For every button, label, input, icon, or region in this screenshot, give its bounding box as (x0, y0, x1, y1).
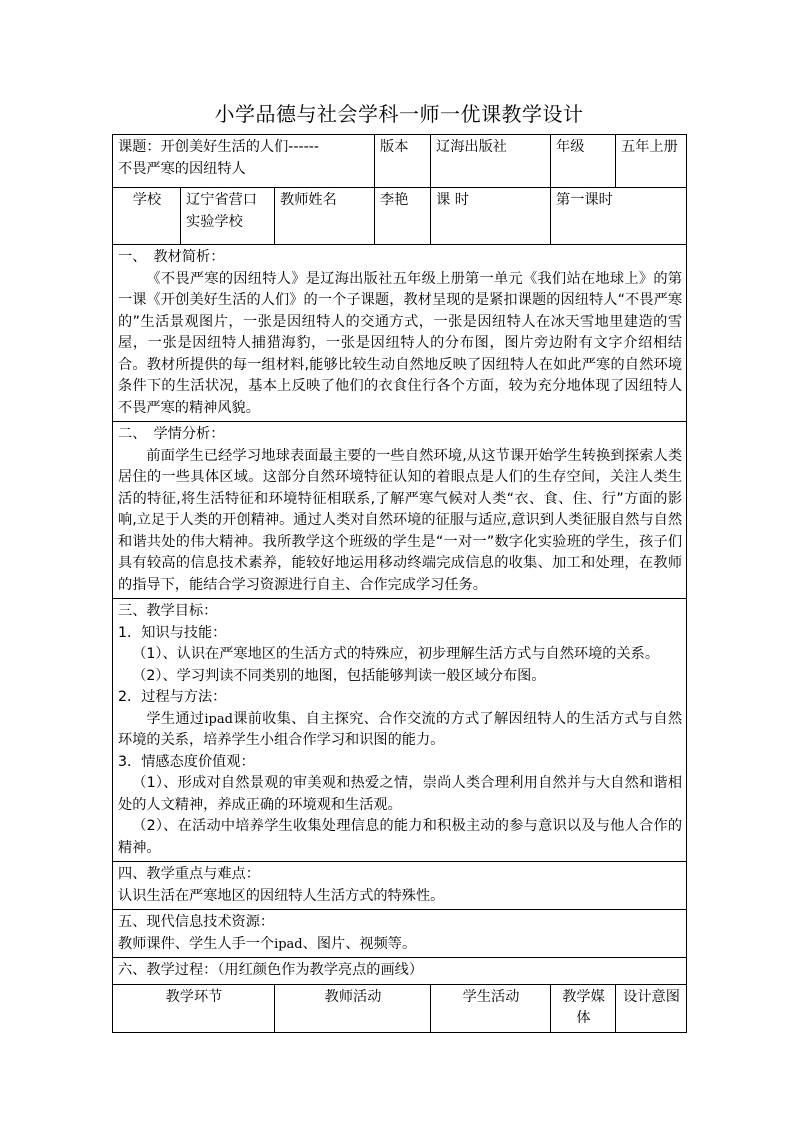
goal-2-body (118, 709, 682, 752)
teacher-value-cell: 李艳 (375, 188, 431, 245)
goal-3-item-1: （1）、形成对自然景观的审美观和热爱之情，崇尚人类合理利用自然并与大自然和谐相处的人文精神，养成正确的环境观和生活观。 (118, 775, 683, 813)
section-5-body-latin: ipad (274, 936, 303, 952)
section-5-body-pre: 教师课件、学生人手一个 (118, 935, 275, 952)
goal-1-heading: 1．知识与技能： (118, 624, 227, 641)
process-table-header-row (113, 984, 687, 1032)
section-6-heading: 六、教学过程：（用红颜色作为教学亮点的画线） (118, 962, 424, 978)
goal-1-item-1: （1）、认识在严寒地区的生活方式的特殊应，初步理解生活方式与自然环境的关系。 (132, 646, 660, 662)
process-col-teacher-activity: 教师活动 (275, 984, 431, 1032)
topic-subtitle: 不畏严寒的因纽特人 (118, 160, 246, 177)
section-student-analysis (113, 422, 687, 599)
section-2-body: 前面学生已经学习地球表面最主要的一些自然环境,从这节课开始学生转换到探索人类居住的一些具体区域。这部分自然环境特征认知的着眼点是人们的生存空间，关注人类生活的特征,将生活特征和环境特征相联系,了解严寒气候对人类“衣、食、住、行”方面的影响,立足于人类的开创精神。通过人类对自然环境的征服与适应,意识到人类征服自然与自然和谐共处的伟大精神。我所教学这个班级的学生是“一对一”数字化实验班的学生，孩子们具有较高的信息技术素养，能较好地运用移动终端完成信息的收集、加工和处理，在教师的指导下，能结合学习资源进行自主、合作完成学习任务。 (118, 447, 683, 593)
section-2-heading: 二、 学情分析： (118, 426, 225, 442)
table-row-section-3 (113, 599, 687, 862)
section-1-body: 《不畏严寒的因纽特人》是辽海出版社五年级上册第一单元《我们站在地球上》的第一课《开创美好生活的人们》的一个子课题，教材呈现的是紧扣课题的因纽特人“不畏严寒的”生活景观图片，一张是因纽特人的交通方式，一张是因纽特人在冰天雪地里建造的雪屋，一张是因纽特人捕猎海豹，一张是因纽特人的分布图，图片旁边附有文字介绍相结合。教材所提供的每一组材料,能够比较生动自然地反映了因纽特人在如此严寒的自然环境条件下的生活状况，基本上反映了他们的衣食住行各个方面，较为充分地体现了因纽特人不畏严寒的精神风貌。 (118, 270, 683, 416)
section-key-difficulties (113, 862, 687, 910)
period-value-cell: 第一课时 (551, 188, 687, 245)
process-col-student-activity: 学生活动 (431, 984, 551, 1032)
goal-3-item-2: （2）、在活动中培养学生收集处理信息的能力和积极主动的参与意识以及与他人合作的精神。 (118, 818, 683, 856)
school-label-cell: 学校 (113, 188, 181, 245)
section-1-heading: 一、 教材简析： (118, 249, 225, 265)
topic-cell (113, 135, 375, 188)
version-label-cell: 版本 (375, 135, 431, 188)
process-col-intent: 设计意图 (616, 984, 687, 1032)
section-4-heading: 四、教学重点与难点： (118, 866, 260, 882)
goal-2-heading: 2．过程与方法： (118, 689, 227, 705)
process-col-media: 教学媒体 (551, 984, 616, 1032)
goal-2-body-post: 课前收集、自主探究、合作交流的方式了解因纽特人的生活方式与自然环境的关系，培养学生小组合作学习和识图的能力。 (118, 710, 683, 748)
section-5-body (118, 934, 682, 956)
table-row-section-5 (113, 910, 687, 958)
section-teaching-goals (113, 599, 687, 862)
page-title: 小学品德与社会学科一师一优课教学设计 (214, 102, 584, 126)
process-col-stage: 教学环节 (113, 984, 275, 1032)
section-teaching-process (113, 958, 687, 985)
goal-1-item-2: （2）、学习判读不同类别的地图，包括能够判读一般区域分布图。 (132, 667, 546, 684)
table-row-school (113, 188, 687, 245)
period-label-cell: 课 时 (431, 188, 551, 245)
goal-3-heading: 3．情感态度价值观： (118, 753, 255, 770)
school-value-cell (181, 188, 275, 245)
grade-value-cell: 五年上册 (616, 135, 687, 188)
goal-2-body-latin: ipad (204, 711, 233, 727)
topic-label: 课题：开创美好生活的人们------ (118, 139, 319, 155)
grade-label-cell: 年级 (551, 135, 616, 188)
goal-2-body-pre: 学生通过 (146, 710, 205, 727)
school-value-line1: 辽宁省营口 (186, 192, 257, 208)
section-3-heading: 三、教学目标： (118, 603, 218, 619)
section-5-heading: 五、现代信息技术资源： (118, 914, 275, 930)
lesson-plan-table (112, 134, 687, 1033)
school-value-line2: 实验学校 (186, 213, 243, 230)
table-row-section-6 (113, 958, 687, 985)
teacher-label-cell: 教师姓名 (275, 188, 375, 245)
section-it-resources (113, 910, 687, 958)
version-value-cell: 辽海出版社 (431, 135, 551, 188)
table-row-section-1 (113, 245, 687, 422)
section-5-body-post: 、图片、视频等。 (302, 935, 417, 952)
table-row-section-4 (113, 862, 687, 910)
table-row-section-2 (113, 422, 687, 599)
section-4-body: 认识生活在严寒地区的因纽特人生活方式的特殊性。 (118, 887, 445, 904)
table-row-topic (113, 135, 687, 188)
section-textbook-analysis (113, 245, 687, 422)
